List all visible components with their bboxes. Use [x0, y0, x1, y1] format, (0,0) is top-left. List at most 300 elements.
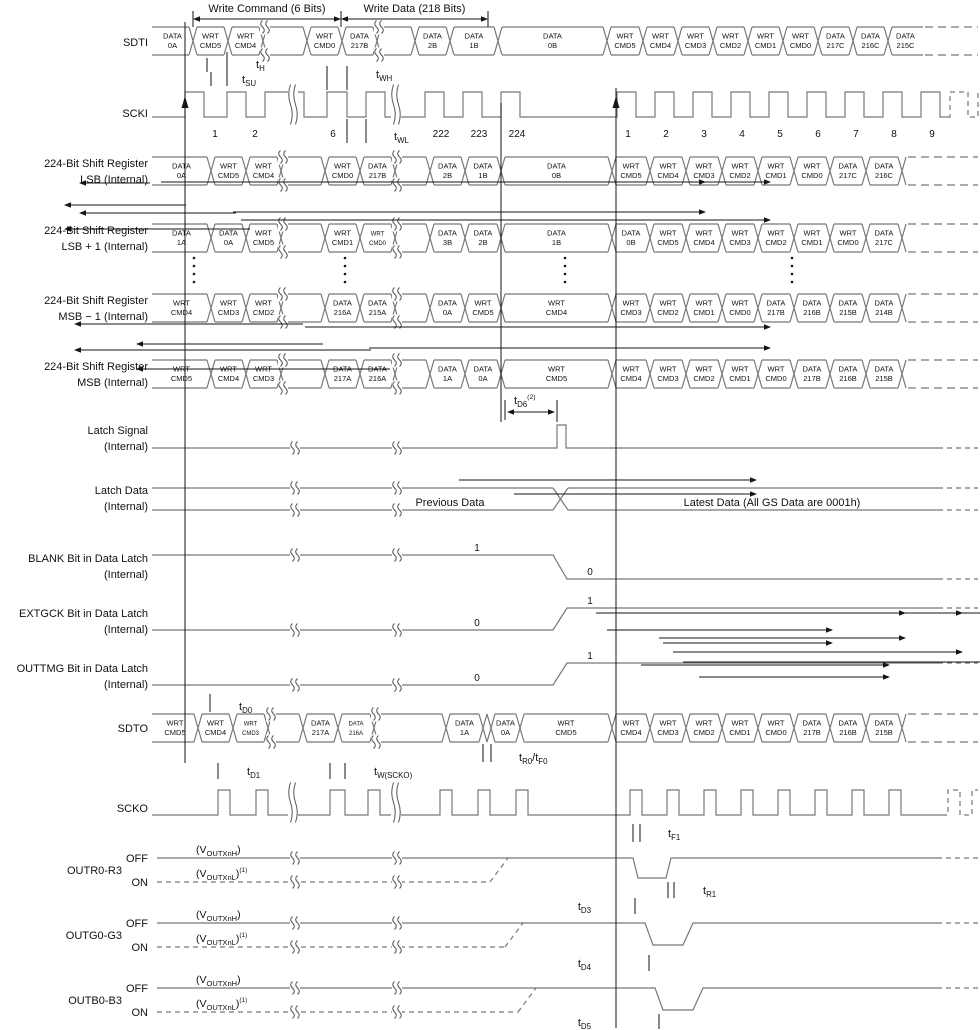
svg-text:Latch Data: Latch Data — [94, 485, 148, 497]
row-sr-msb — [152, 353, 978, 396]
svg-text:0B: 0B — [626, 238, 636, 247]
svg-text:CMD2: CMD2 — [693, 728, 715, 737]
signal-label-sr-msb1 — [44, 295, 148, 323]
svg-text:217C: 217C — [826, 41, 845, 50]
svg-text:MSB (Internal): MSB (Internal) — [77, 377, 148, 389]
bus-cell-label: DATA — [348, 721, 364, 728]
bus-cell-label: WRT — [202, 31, 219, 41]
signal-label-sdto — [118, 723, 149, 735]
svg-text:1A: 1A — [442, 374, 453, 383]
svg-text:CMD5: CMD5 — [657, 238, 679, 247]
bus-cell-label: WRT — [173, 364, 190, 374]
bus-cell-label: DATA — [547, 228, 566, 238]
signal-label-latch-data — [95, 485, 149, 513]
svg-text:ON: ON — [131, 877, 148, 889]
text-voutxnh-r: $(V_{OUTXnH})$ — [196, 844, 241, 858]
svg-text:216A: 216A — [368, 374, 387, 383]
svg-text:6: 6 — [815, 129, 821, 140]
svg-text:222: 222 — [432, 129, 450, 140]
bus-cell-label: WRT — [731, 161, 749, 171]
bus-cell-label: DATA — [438, 228, 457, 238]
signal-label-outtmg-bit — [17, 663, 148, 691]
svg-text:CMD3: CMD3 — [657, 728, 679, 737]
svg-text:(Internal): (Internal) — [103, 624, 148, 636]
svg-text:217B: 217B — [803, 374, 821, 383]
bus-cell-label: DATA — [172, 228, 191, 238]
bus-cell-label: DATA — [350, 31, 369, 41]
bus-cell-label: WRT — [548, 298, 565, 308]
bus-cell-label: WRT — [255, 228, 272, 238]
bus-cell-label: WRT — [220, 364, 237, 374]
svg-text:217B: 217B — [767, 308, 785, 317]
bus-cell-label: WRT — [334, 161, 351, 171]
svg-text:215B: 215B — [875, 374, 893, 383]
text-voutxnl-g: $(V_{OUTXnL})^{(1)}$ — [196, 932, 248, 947]
svg-text:CMD3: CMD3 — [620, 308, 642, 317]
svg-text:CMD0: CMD0 — [837, 238, 859, 247]
row-scki — [152, 84, 978, 141]
bus-cell-label: WRT — [659, 161, 677, 171]
svg-text:0B: 0B — [547, 41, 558, 50]
header-label-write-data: Write Data (218 Bits) — [363, 3, 466, 15]
svg-text:CMD5: CMD5 — [555, 728, 577, 737]
bus-cell-label: WRT — [803, 228, 821, 238]
text-voutxnl-b: $(V_{OUTXnL})^{(1)}$ — [196, 997, 248, 1012]
svg-text:CMD5: CMD5 — [545, 374, 568, 383]
bus-cell-label: WRT — [757, 31, 774, 41]
svg-text:tR1: $t_{R1}$ — [703, 885, 717, 899]
bus-cell-label: DATA — [311, 718, 330, 728]
bus-cell-label: DATA — [838, 718, 858, 728]
svg-text:8: 8 — [891, 129, 897, 140]
svg-text:tR0/tF0: $t_{R0}/t_{F0}$ — [519, 752, 548, 766]
svg-text:tWL: $t_{WL}$ — [394, 131, 409, 145]
svg-text:1: 1 — [212, 129, 218, 140]
bus-cell-label: DATA — [496, 718, 515, 728]
svg-text:215B: 215B — [839, 308, 857, 317]
bus-cell-label: DATA — [333, 298, 352, 308]
svg-text:CMD4: CMD4 — [693, 238, 715, 247]
bus-cell-label: WRT — [767, 718, 785, 728]
dim-tD5 — [578, 610, 980, 1030]
svg-text:CMD0: CMD0 — [789, 41, 812, 50]
svg-text:CMD2: CMD2 — [765, 238, 787, 247]
svg-text:CMD2: CMD2 — [657, 308, 679, 317]
svg-text:CMD4: CMD4 — [620, 728, 642, 737]
bus-cell-label: WRT — [731, 298, 749, 308]
svg-text:OFF: OFF — [126, 918, 148, 930]
bus-cell-label: DATA — [874, 161, 894, 171]
signal-label-sdti — [123, 37, 148, 49]
svg-text:217C: 217C — [839, 171, 857, 180]
svg-text:1: 1 — [625, 129, 631, 140]
svg-text:0A: 0A — [223, 238, 234, 247]
signal-label-scko — [117, 803, 149, 815]
svg-text:0: 0 — [587, 567, 593, 578]
row-sdto — [152, 707, 978, 750]
svg-text:0A: 0A — [442, 308, 453, 317]
bus-cell-label: WRT — [652, 31, 669, 41]
svg-text:1B: 1B — [478, 171, 488, 180]
svg-text:tSU: $t_{SU}$ — [242, 74, 257, 88]
svg-text:0: 0 — [474, 673, 480, 684]
svg-text:217B: 217B — [803, 728, 821, 737]
row-extgck-bit — [152, 596, 978, 638]
svg-text:Latch Signal: Latch Signal — [87, 425, 148, 437]
header-label-write-command: Write Command (6 Bits) — [208, 3, 326, 15]
bus-cell-label: DATA — [766, 298, 786, 308]
svg-text:tD3: $t_{D3}$ — [577, 901, 591, 915]
svg-text:2B: 2B — [478, 238, 488, 247]
svg-text:1A: 1A — [176, 238, 187, 247]
svg-text:216B: 216B — [839, 728, 857, 737]
svg-text:CMD3: CMD3 — [241, 731, 260, 737]
svg-text:9: 9 — [929, 129, 935, 140]
svg-text:CMD4: CMD4 — [170, 308, 193, 317]
svg-text:CMD1: CMD1 — [754, 41, 777, 50]
svg-text:CMD3: CMD3 — [252, 374, 275, 383]
row-outg-waveform — [157, 916, 978, 955]
bus-cell-label: WRT — [173, 298, 190, 308]
svg-text:3: 3 — [701, 129, 707, 140]
svg-text:LSB + 1 (Internal): LSB + 1 (Internal) — [61, 241, 148, 253]
svg-text:216B: 216B — [803, 308, 821, 317]
svg-text:CMD5: CMD5 — [164, 728, 186, 737]
svg-text:5: 5 — [777, 129, 783, 140]
svg-text:OUTR0-R3: OUTR0-R3 — [66, 865, 122, 877]
bus-cell-label: WRT — [255, 161, 272, 171]
signal-label-latch-signal — [87, 425, 148, 453]
svg-text:215B: 215B — [875, 728, 893, 737]
svg-text:CMD2: CMD2 — [719, 41, 742, 50]
bus-cell-label: WRT — [659, 228, 677, 238]
bus-cell-label: DATA — [473, 228, 493, 238]
svg-text:CMD0: CMD0 — [801, 171, 823, 180]
svg-text:CMD1: CMD1 — [765, 171, 787, 180]
svg-text:CMD2: CMD2 — [729, 171, 751, 180]
svg-text:OUTG0-G3: OUTG0-G3 — [65, 930, 122, 942]
svg-text:217C: 217C — [875, 238, 893, 247]
row-scko — [152, 782, 978, 824]
svg-text:1: 1 — [474, 543, 480, 554]
bus-cell-label: WRT — [622, 298, 640, 308]
bus-cell-label: DATA — [473, 161, 493, 171]
header — [193, 3, 488, 27]
dim-tD6 — [505, 394, 557, 422]
bus-cell-label: WRT — [207, 718, 224, 728]
svg-text:OUTTMG Bit in Data Latch: OUTTMG Bit in Data Latch — [16, 663, 148, 675]
svg-text:EXTGCK Bit in Data Latch: EXTGCK Bit in Data Latch — [19, 608, 148, 620]
bus-cell-label: DATA — [874, 718, 894, 728]
svg-text:6: 6 — [330, 129, 336, 140]
svg-text:CMD0: CMD0 — [368, 241, 387, 247]
svg-text:217B: 217B — [368, 171, 387, 180]
svg-text:224-Bit Shift Register: 224-Bit Shift Register — [44, 158, 148, 170]
svg-text:BLANK Bit in Data Latch: BLANK Bit in Data Latch — [28, 553, 148, 565]
svg-text:tD6(2): $t_{D6}^{(2)}$ — [514, 394, 536, 409]
svg-text:224-Bit Shift Register: 224-Bit Shift Register — [44, 225, 148, 237]
signal-label-outb-off — [126, 983, 148, 995]
signal-label-blank-bit — [28, 553, 148, 581]
bus-cell-label: WRT — [237, 31, 254, 41]
bus-cell-label: DATA — [896, 31, 915, 41]
svg-text:0A: 0A — [500, 728, 511, 737]
svg-text:ON: ON — [131, 1007, 148, 1019]
svg-text:CMD5: CMD5 — [217, 171, 240, 180]
svg-text:1A: 1A — [459, 728, 470, 737]
svg-text:CMD1: CMD1 — [801, 238, 823, 247]
row-sdti — [152, 20, 978, 63]
bus-cell-label: DATA — [802, 718, 822, 728]
bus-cell-label: WRT — [767, 161, 785, 171]
text-latest-data: Latest Data (All GS Data are 0001h) — [683, 497, 861, 509]
svg-text:(Internal): (Internal) — [103, 679, 148, 691]
svg-text:0B: 0B — [551, 171, 562, 180]
svg-text:CMD1: CMD1 — [331, 238, 354, 247]
row-outtmg-bit — [152, 651, 978, 693]
svg-text:224-Bit Shift Register: 224-Bit Shift Register — [44, 295, 148, 307]
svg-text:2: 2 — [663, 129, 669, 140]
bus-cell-label: WRT — [220, 161, 237, 171]
svg-text:SDTO: SDTO — [117, 723, 148, 735]
signal-label-sr-lsb1 — [44, 225, 148, 253]
bus-cell-label: WRT — [220, 298, 237, 308]
svg-text:CMD0: CMD0 — [313, 41, 336, 50]
signal-label-outr-off — [126, 853, 148, 865]
dim-tSU — [79, 72, 256, 216]
text-previous-data: Previous Data — [415, 497, 485, 509]
svg-text:1: 1 — [587, 651, 593, 662]
bus-cell-label: DATA — [802, 298, 822, 308]
signal-label-sr-msb — [44, 361, 148, 389]
signal-labels — [17, 37, 149, 1019]
svg-text:CMD1: CMD1 — [693, 308, 715, 317]
bus-cell-label: DATA — [802, 364, 822, 374]
signal-label-outg-off — [126, 918, 148, 930]
svg-text:CMD5: CMD5 — [614, 41, 636, 50]
bus-cell-label: DATA — [838, 298, 858, 308]
row-blank-bit — [152, 543, 978, 579]
bus-cell-label: DATA — [464, 31, 484, 41]
svg-text:2B: 2B — [427, 41, 438, 50]
bus-cell-label: WRT — [695, 298, 713, 308]
bus-cell-label: WRT — [695, 161, 713, 171]
bus-cell-label: WRT — [695, 228, 713, 238]
svg-text:CMD1: CMD1 — [729, 374, 751, 383]
svg-text:CMD3: CMD3 — [657, 374, 679, 383]
svg-text:CMD1: CMD1 — [729, 728, 751, 737]
bus-cell-label: WRT — [767, 364, 785, 374]
bus-cell-label: WRT — [839, 228, 857, 238]
bus-cell-label: WRT — [243, 721, 258, 728]
bus-cell-label: WRT — [731, 364, 749, 374]
bus-cell-label: WRT — [616, 31, 634, 41]
signal-label-outb — [68, 995, 122, 1007]
bus-cell-label: WRT — [557, 718, 575, 728]
svg-text:217A: 217A — [311, 728, 330, 737]
bus-cell-label: DATA — [874, 364, 894, 374]
svg-text:214B: 214B — [875, 308, 893, 317]
svg-text:SDTI: SDTI — [122, 37, 148, 49]
timing-annotations — [64, 52, 980, 1030]
svg-text:SCKO: SCKO — [116, 803, 148, 815]
svg-text:tF1: $t_{F1}$ — [668, 828, 681, 842]
row-outr-waveform — [157, 851, 978, 890]
bus-cell-label: WRT — [695, 718, 713, 728]
signal-label-outg — [66, 930, 122, 942]
svg-text:216A: 216A — [348, 731, 364, 737]
bus-cell-label: WRT — [316, 31, 333, 41]
svg-text:215C: 215C — [896, 41, 915, 50]
dim-tD0 — [161, 179, 706, 715]
svg-text:0A: 0A — [167, 41, 178, 50]
svg-text:tD5: $t_{D5}$ — [577, 1017, 591, 1030]
svg-text:CMD0: CMD0 — [765, 728, 787, 737]
bus-cell-label: DATA — [874, 228, 894, 238]
bus-cell-label: DATA — [838, 364, 858, 374]
signal-label-outr-on — [132, 877, 149, 889]
svg-text:CMD4: CMD4 — [234, 41, 257, 50]
svg-text:(Internal): (Internal) — [103, 501, 148, 513]
svg-text:CMD0: CMD0 — [729, 308, 751, 317]
text-voutxnh-b: $(V_{OUTXnH})$ — [196, 974, 241, 988]
bus-cell-label: WRT — [687, 31, 704, 41]
bus-cell-label: DATA — [423, 31, 442, 41]
svg-text:217A: 217A — [333, 374, 352, 383]
bus-cell-label: DATA — [368, 364, 387, 374]
svg-text:0A: 0A — [176, 171, 187, 180]
svg-text:1B: 1B — [551, 238, 562, 247]
dim-tD3 — [578, 610, 906, 915]
row-sr-lsb1 — [152, 217, 978, 260]
bus-cell-label: DATA — [621, 228, 641, 238]
bus-cell-label: DATA — [473, 364, 493, 374]
signal-label-outg-on — [132, 942, 149, 954]
text-voutxnh-g: $(V_{OUTXnH})$ — [196, 909, 241, 923]
signal-label-sr-lsb — [44, 158, 148, 186]
svg-text:OUTB0-B3: OUTB0-B3 — [68, 995, 122, 1007]
svg-text:224-Bit Shift Register: 224-Bit Shift Register — [44, 361, 148, 373]
bus-cell-label: WRT — [792, 31, 809, 41]
bus-cell-label: DATA — [219, 228, 238, 238]
row-sr-msb1 — [152, 287, 978, 330]
svg-text:tD4: $t_{D4}$ — [577, 958, 591, 972]
svg-text:ON: ON — [131, 942, 148, 954]
svg-text:tW(SCKO): $t_{W(SCKO)}$ — [374, 766, 413, 780]
signal-label-extgck-bit — [19, 608, 148, 636]
svg-text:3B: 3B — [442, 238, 453, 247]
bus-cell-label: WRT — [474, 298, 492, 308]
svg-text:(Internal): (Internal) — [103, 569, 148, 581]
signal-label-scki — [122, 108, 148, 120]
dim-tH — [64, 52, 265, 232]
signal-label-outb-on — [132, 1007, 149, 1019]
svg-text:1B: 1B — [469, 41, 479, 50]
svg-text:CMD3: CMD3 — [217, 308, 240, 317]
bus-cell-label: DATA — [543, 31, 562, 41]
svg-text:CMD5: CMD5 — [472, 308, 494, 317]
svg-text:CMD2: CMD2 — [693, 374, 715, 383]
svg-text:CMD4: CMD4 — [657, 171, 679, 180]
svg-text:CMD5: CMD5 — [252, 238, 275, 247]
svg-text:LSB (Internal): LSB (Internal) — [80, 174, 148, 186]
svg-text:tD1: $t_{D1}$ — [247, 766, 261, 780]
bus-cell-label: DATA — [333, 364, 352, 374]
svg-text:tH: $t_H$ — [256, 59, 265, 73]
continuation-dots — [193, 257, 794, 284]
svg-text:CMD3: CMD3 — [693, 171, 715, 180]
bus-cell-label: DATA — [826, 31, 845, 41]
bus-cell-label: DATA — [368, 161, 387, 171]
row-sr-lsb — [152, 150, 978, 193]
bus-cell-label: WRT — [255, 364, 272, 374]
svg-text:CMD4: CMD4 — [545, 308, 568, 317]
bus-cell-label: WRT — [548, 364, 565, 374]
svg-text:CMD4: CMD4 — [217, 374, 240, 383]
svg-text:CMD0: CMD0 — [331, 171, 354, 180]
dim-tR1 — [641, 662, 890, 899]
bus-cell-label: DATA — [438, 364, 457, 374]
svg-text:216A: 216A — [333, 308, 352, 317]
svg-text:CMD0: CMD0 — [765, 374, 787, 383]
bus-cell-label: DATA — [368, 298, 387, 308]
svg-text:CMD4: CMD4 — [649, 41, 672, 50]
bus-cell-label: WRT — [622, 364, 640, 374]
bus-cell-label: WRT — [370, 231, 385, 238]
bus-cell-label: DATA — [438, 161, 457, 171]
svg-text:224: 224 — [508, 129, 526, 140]
svg-text:0: 0 — [474, 618, 480, 629]
svg-text:4: 4 — [739, 129, 745, 140]
svg-text:217B: 217B — [350, 41, 369, 50]
bus-cell-label: DATA — [874, 298, 894, 308]
svg-text:2: 2 — [252, 129, 258, 140]
svg-text:CMD3: CMD3 — [729, 238, 751, 247]
svg-text:CMD4: CMD4 — [252, 171, 275, 180]
bus-cell-label: DATA — [163, 31, 182, 41]
bus-cell-label: WRT — [659, 718, 677, 728]
bus-cell-label: DATA — [861, 31, 880, 41]
svg-text:223: 223 — [470, 129, 488, 140]
bus-cell-label: WRT — [622, 718, 640, 728]
svg-text:CMD4: CMD4 — [620, 374, 642, 383]
bus-cell-label: DATA — [838, 161, 858, 171]
bus-cell-label: DATA — [455, 718, 474, 728]
svg-text:CMD2: CMD2 — [252, 308, 275, 317]
svg-text:CMD3: CMD3 — [684, 41, 707, 50]
svg-text:OFF: OFF — [126, 853, 148, 865]
svg-text:CMD5: CMD5 — [199, 41, 222, 50]
svg-text:216C: 216C — [875, 171, 893, 180]
bus-cell-label: WRT — [255, 298, 272, 308]
svg-text:(Internal): (Internal) — [103, 441, 148, 453]
bus-cell-label: WRT — [722, 31, 739, 41]
bus-cell-label: DATA — [438, 298, 457, 308]
svg-text:0A: 0A — [478, 374, 488, 383]
bus-cell-label: WRT — [767, 228, 785, 238]
svg-text:OFF: OFF — [126, 983, 148, 995]
bus-cell-label: WRT — [803, 161, 821, 171]
svg-text:215A: 215A — [368, 308, 387, 317]
svg-text:tD0: $t_{D0}$ — [239, 701, 253, 715]
bus-cell-label: WRT — [334, 228, 351, 238]
text-voutxnl-r: $(V_{OUTXnL})^{(1)}$ — [196, 867, 248, 882]
signal-label-outr — [67, 865, 122, 877]
svg-text:216C: 216C — [861, 41, 880, 50]
bus-cell-label: WRT — [731, 718, 749, 728]
bus-cell-label: DATA — [547, 161, 566, 171]
bus-cell-label: WRT — [695, 364, 713, 374]
